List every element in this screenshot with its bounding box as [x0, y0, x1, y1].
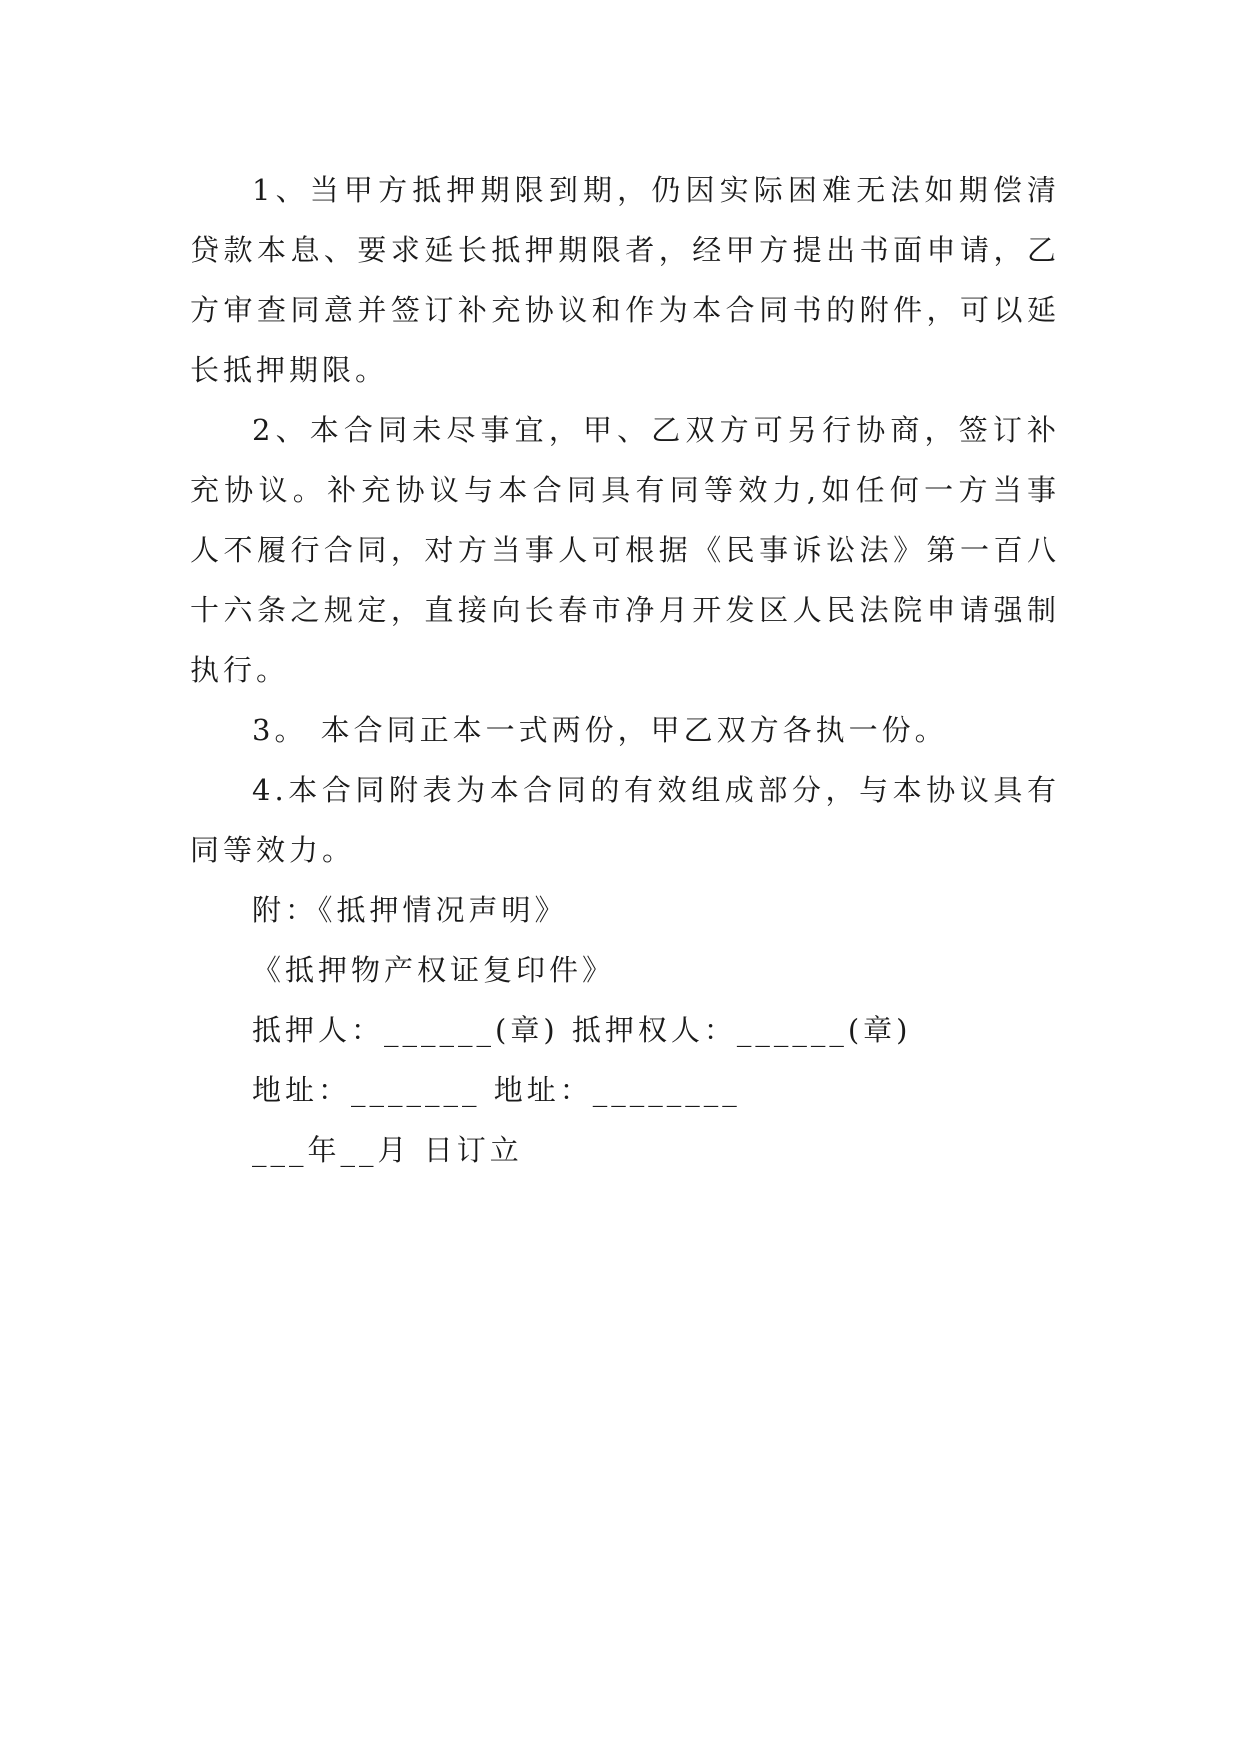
date-line: ___年__月 日订立 — [252, 1133, 523, 1167]
clause-2: 2、本合同未尽事宜，甲、乙双方可另行协商，签订补充协议。补充协议与本合同具有同等效力,如任何一方当事人不履行合同，对方当事人可根据《民事诉讼法》第一百八十六条之规定，直接向长春市净月开发区人民法院申请强制执行。 — [190, 413, 1060, 687]
attachment-line-2: 《抵押物产权证复印件》 — [252, 953, 616, 987]
attachment-line: 附：《抵押情况声明》 — [252, 893, 568, 927]
clause-1: 1、当甲方抵押期限到期，仍因实际困难无法如期偿清贷款本息、要求延长抵押期限者，经甲方提出书面申请，乙方审查同意并签订补充协议和作为本合同书的附件，可以延长抵押期限。 — [190, 173, 1060, 387]
signature-line: 抵押人：______(章) 抵押权人：______(章) — [252, 1013, 912, 1047]
document-body — [190, 160, 1060, 1180]
address-line: 地址：_______ 地址：________ — [252, 1073, 741, 1107]
clause-4: 4.本合同附表为本合同的有效组成部分，与本协议具有同等效力。 — [190, 773, 1060, 867]
clause-3: 3。 本合同正本一式两份，甲乙双方各执一份。 — [252, 713, 948, 747]
